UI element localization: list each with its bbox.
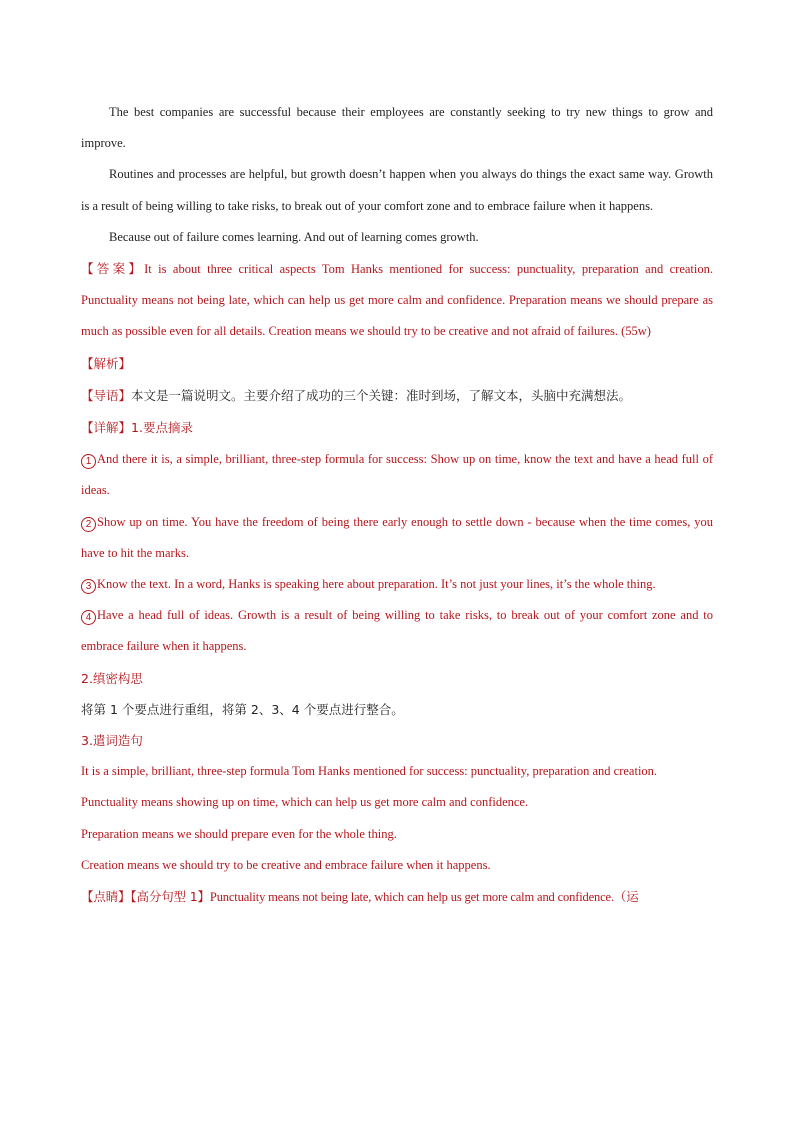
detail-tag: 【详解】	[81, 420, 132, 436]
circled-number-1: 1	[81, 454, 96, 469]
guide-section	[81, 380, 713, 412]
passage-paragraph-1: The best companies are successful because their employees are constantly seeking to try new things to grow and improve.	[81, 105, 713, 151]
high-score-tag: 【高分句型 1】	[130, 889, 210, 905]
answer-text: It is about three critical aspects Tom Hanks mentioned for success: punctuality, preparation and creation. Punctuality means not being late, which can help us get more calm and confidence. Preparation means we should prepare as much as possible even for all details. Creation means we should try to be creative and not afraid of failures. (55w)	[81, 262, 713, 339]
highlight-tag: 【点睛】	[81, 889, 131, 905]
analysis-tag: 【解析】	[81, 355, 132, 371]
key-point-2	[81, 507, 713, 569]
sentence-4: Creation means we should try to be creative and embrace failure when it happens.	[81, 857, 491, 872]
detail-section	[81, 412, 713, 444]
answer-tag: 【答案】	[81, 261, 145, 277]
passage-paragraph-3: Because out of failure comes learning. And out of learning comes growth.	[109, 229, 479, 244]
step3-title: 3.遣词造句	[81, 733, 143, 749]
key-point-text: Have a head full of ideas. Growth is a result of being willing to take risks, to break out of your comfort zone and to embrace failure when it happens.	[81, 608, 713, 654]
guide-text: 本文是一篇说明文。主要介绍了成功的三个关键：准时到场，了解文本，头脑中充满想法。	[131, 387, 632, 403]
document-body	[81, 97, 713, 913]
passage-paragraph-2: Routines and processes are helpful, but growth doesn’t happen when you always do things the exact same way. Growth is a result of being willing to take risks, to break out of your comfort zone and to embrace failure when it happens.	[81, 167, 713, 213]
analysis-section	[81, 348, 713, 380]
key-point-3	[81, 569, 713, 600]
answer-section	[81, 253, 713, 348]
key-point-1	[81, 444, 713, 506]
sentence-1: It is a simple, brilliant, three-step formula Tom Hanks mentioned for success: punctuality, preparation and creation.	[81, 764, 658, 779]
circled-number-4: 4	[81, 610, 96, 625]
sentence-3: Preparation means we should prepare even for the whole thing.	[81, 826, 397, 841]
circled-number-3: 3	[81, 579, 96, 594]
step1-title: 1.要点摘录	[131, 420, 193, 436]
guide-tag: 【导语】	[81, 387, 132, 403]
key-point-4	[81, 600, 713, 662]
step2-text: 将第 1 个要点进行重组，将第 2、3、4 个要点进行整合。	[81, 701, 404, 717]
highlight-section	[81, 881, 713, 913]
circled-number-2: 2	[81, 517, 96, 532]
key-point-text: And there it is, a simple, brilliant, three-step formula for success: Show up on time, know the text and have a head full of ideas.	[81, 452, 713, 498]
sentence-2: Punctuality means showing up on time, which can help us get more calm and confidence.	[81, 795, 529, 810]
key-point-text: Show up on time. You have the freedom of being there early enough to settle down - because when the time comes, you have to hit the marks.	[81, 514, 713, 560]
key-point-text: Know the text. In a word, Hanks is speaking here about preparation. It’s not just your lines, it’s the whole thing.	[97, 577, 656, 592]
highlight-text: Punctuality means not being late, which can help us get more calm and confidence.（运	[209, 890, 639, 905]
step2-title: 2.缜密构思	[81, 670, 143, 686]
